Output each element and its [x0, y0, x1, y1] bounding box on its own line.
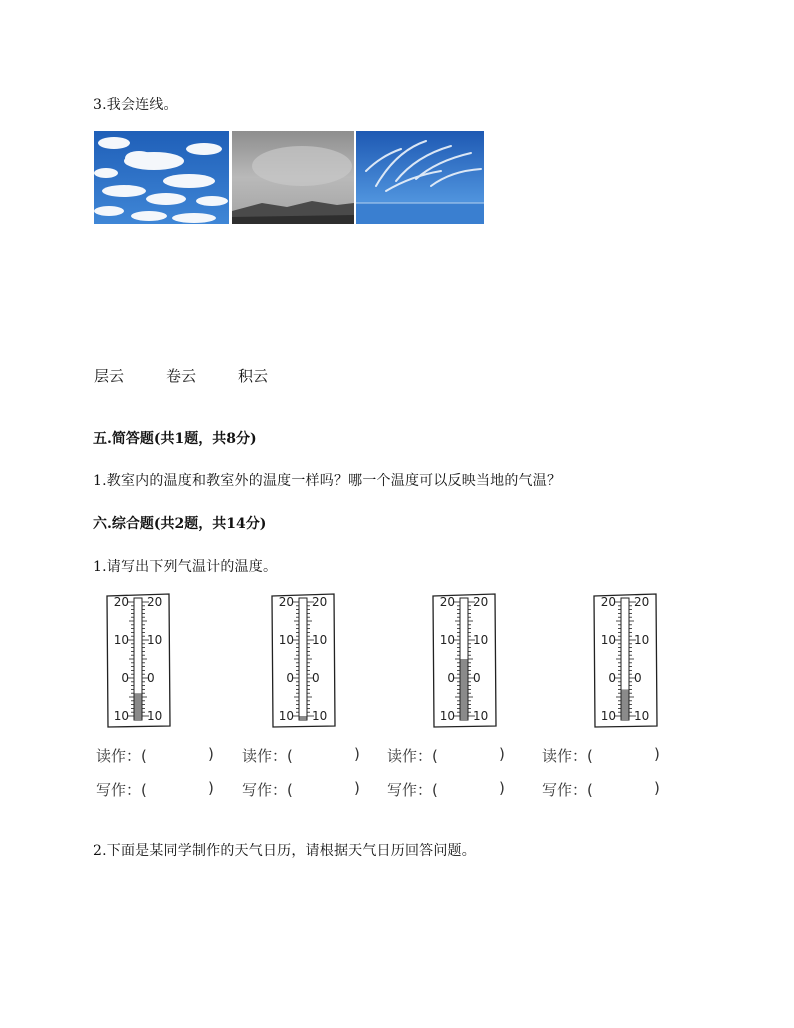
- scale-label: 0: [608, 671, 616, 685]
- scale-label: 10: [600, 709, 616, 723]
- scale-label: 10: [113, 633, 129, 647]
- scale-label: 20: [312, 595, 328, 609]
- close-paren: ): [499, 745, 505, 763]
- section-5-heading: 五.简答题(共1题，共8分): [93, 431, 257, 447]
- thermometer-svg: [268, 590, 338, 730]
- scale-label: 0: [473, 671, 481, 685]
- thermometer-liquid: [300, 716, 307, 720]
- section-6-heading: 六.综合题(共2题，共14分): [93, 516, 267, 532]
- write-blank-1: [96, 779, 214, 800]
- thermometer-2: [268, 590, 338, 730]
- scale-label: 20: [147, 595, 163, 609]
- close-paren: ): [354, 745, 360, 763]
- scale-label: 10: [634, 633, 650, 647]
- thermometer-4: [590, 590, 660, 730]
- question-3-title: 3.我会连线。: [93, 97, 178, 113]
- cirrus-clouds-photo: [356, 131, 484, 224]
- scale-label: 10: [278, 709, 294, 723]
- section-6-question-2: 2.下面是某同学制作的天气日历，请根据天气日历回答问题。: [93, 843, 476, 859]
- scale-label: 20: [278, 595, 294, 609]
- read-label: 读作：(: [242, 747, 293, 765]
- thermometer-3: [429, 590, 499, 730]
- thermometer-svg: [103, 590, 173, 730]
- write-blank-4: [542, 779, 660, 800]
- read-blank-3: [387, 745, 505, 766]
- cumulus-clouds-photo: [94, 131, 229, 224]
- scale-label: 10: [473, 709, 489, 723]
- read-blank-4: [542, 745, 660, 766]
- read-label: 读作：(: [542, 747, 593, 765]
- label-stratus: 层云: [94, 367, 125, 385]
- write-label: 写作：(: [387, 781, 438, 799]
- thermometer-1: [103, 590, 173, 730]
- read-blank-2: [242, 745, 360, 766]
- thermometer-liquid: [461, 659, 468, 720]
- write-label: 写作：(: [542, 781, 593, 799]
- scale-label: 0: [312, 671, 320, 685]
- read-blank-1: [96, 745, 214, 766]
- scale-label: 20: [439, 595, 455, 609]
- label-cirrus: 卷云: [166, 367, 197, 385]
- close-paren: ): [208, 779, 214, 797]
- scale-label: 20: [473, 595, 489, 609]
- thermometer-svg: [590, 590, 660, 730]
- scale-label: 10: [634, 709, 650, 723]
- scale-label: 20: [600, 595, 616, 609]
- thermometer-svg: [429, 590, 499, 730]
- section-6-question-1: 1.请写出下列气温计的温度。: [93, 559, 278, 575]
- scale-label: 0: [147, 671, 155, 685]
- close-paren: ): [499, 779, 505, 797]
- thermometer-tube: [299, 598, 307, 720]
- scale-label: 10: [473, 633, 489, 647]
- close-paren: ): [654, 779, 660, 797]
- thermometer-liquid: [622, 689, 629, 720]
- section-5-question-1: 1.教室内的温度和教室外的温度一样吗？哪一个温度可以反映当地的气温？: [93, 473, 562, 489]
- scale-label: 0: [286, 671, 294, 685]
- write-label: 写作：(: [96, 781, 147, 799]
- scale-label: 10: [147, 709, 163, 723]
- scale-label: 10: [113, 709, 129, 723]
- scale-label: 10: [312, 709, 328, 723]
- scale-label: 0: [634, 671, 642, 685]
- close-paren: ): [654, 745, 660, 763]
- write-label: 写作：(: [242, 781, 293, 799]
- scale-label: 10: [439, 709, 455, 723]
- scale-label: 20: [113, 595, 129, 609]
- close-paren: ): [208, 745, 214, 763]
- label-cumulus: 积云: [238, 367, 269, 385]
- write-blank-2: [242, 779, 360, 800]
- scale-label: 20: [634, 595, 650, 609]
- scale-label: 10: [600, 633, 616, 647]
- scale-label: 0: [447, 671, 455, 685]
- scale-label: 0: [121, 671, 129, 685]
- close-paren: ): [354, 779, 360, 797]
- thermometer-liquid: [135, 693, 142, 720]
- scale-label: 10: [278, 633, 294, 647]
- stratus-clouds-photo: [232, 131, 354, 224]
- read-label: 读作：(: [96, 747, 147, 765]
- write-blank-3: [387, 779, 505, 800]
- scale-label: 10: [439, 633, 455, 647]
- scale-label: 10: [147, 633, 163, 647]
- read-label: 读作：(: [387, 747, 438, 765]
- scale-label: 10: [312, 633, 328, 647]
